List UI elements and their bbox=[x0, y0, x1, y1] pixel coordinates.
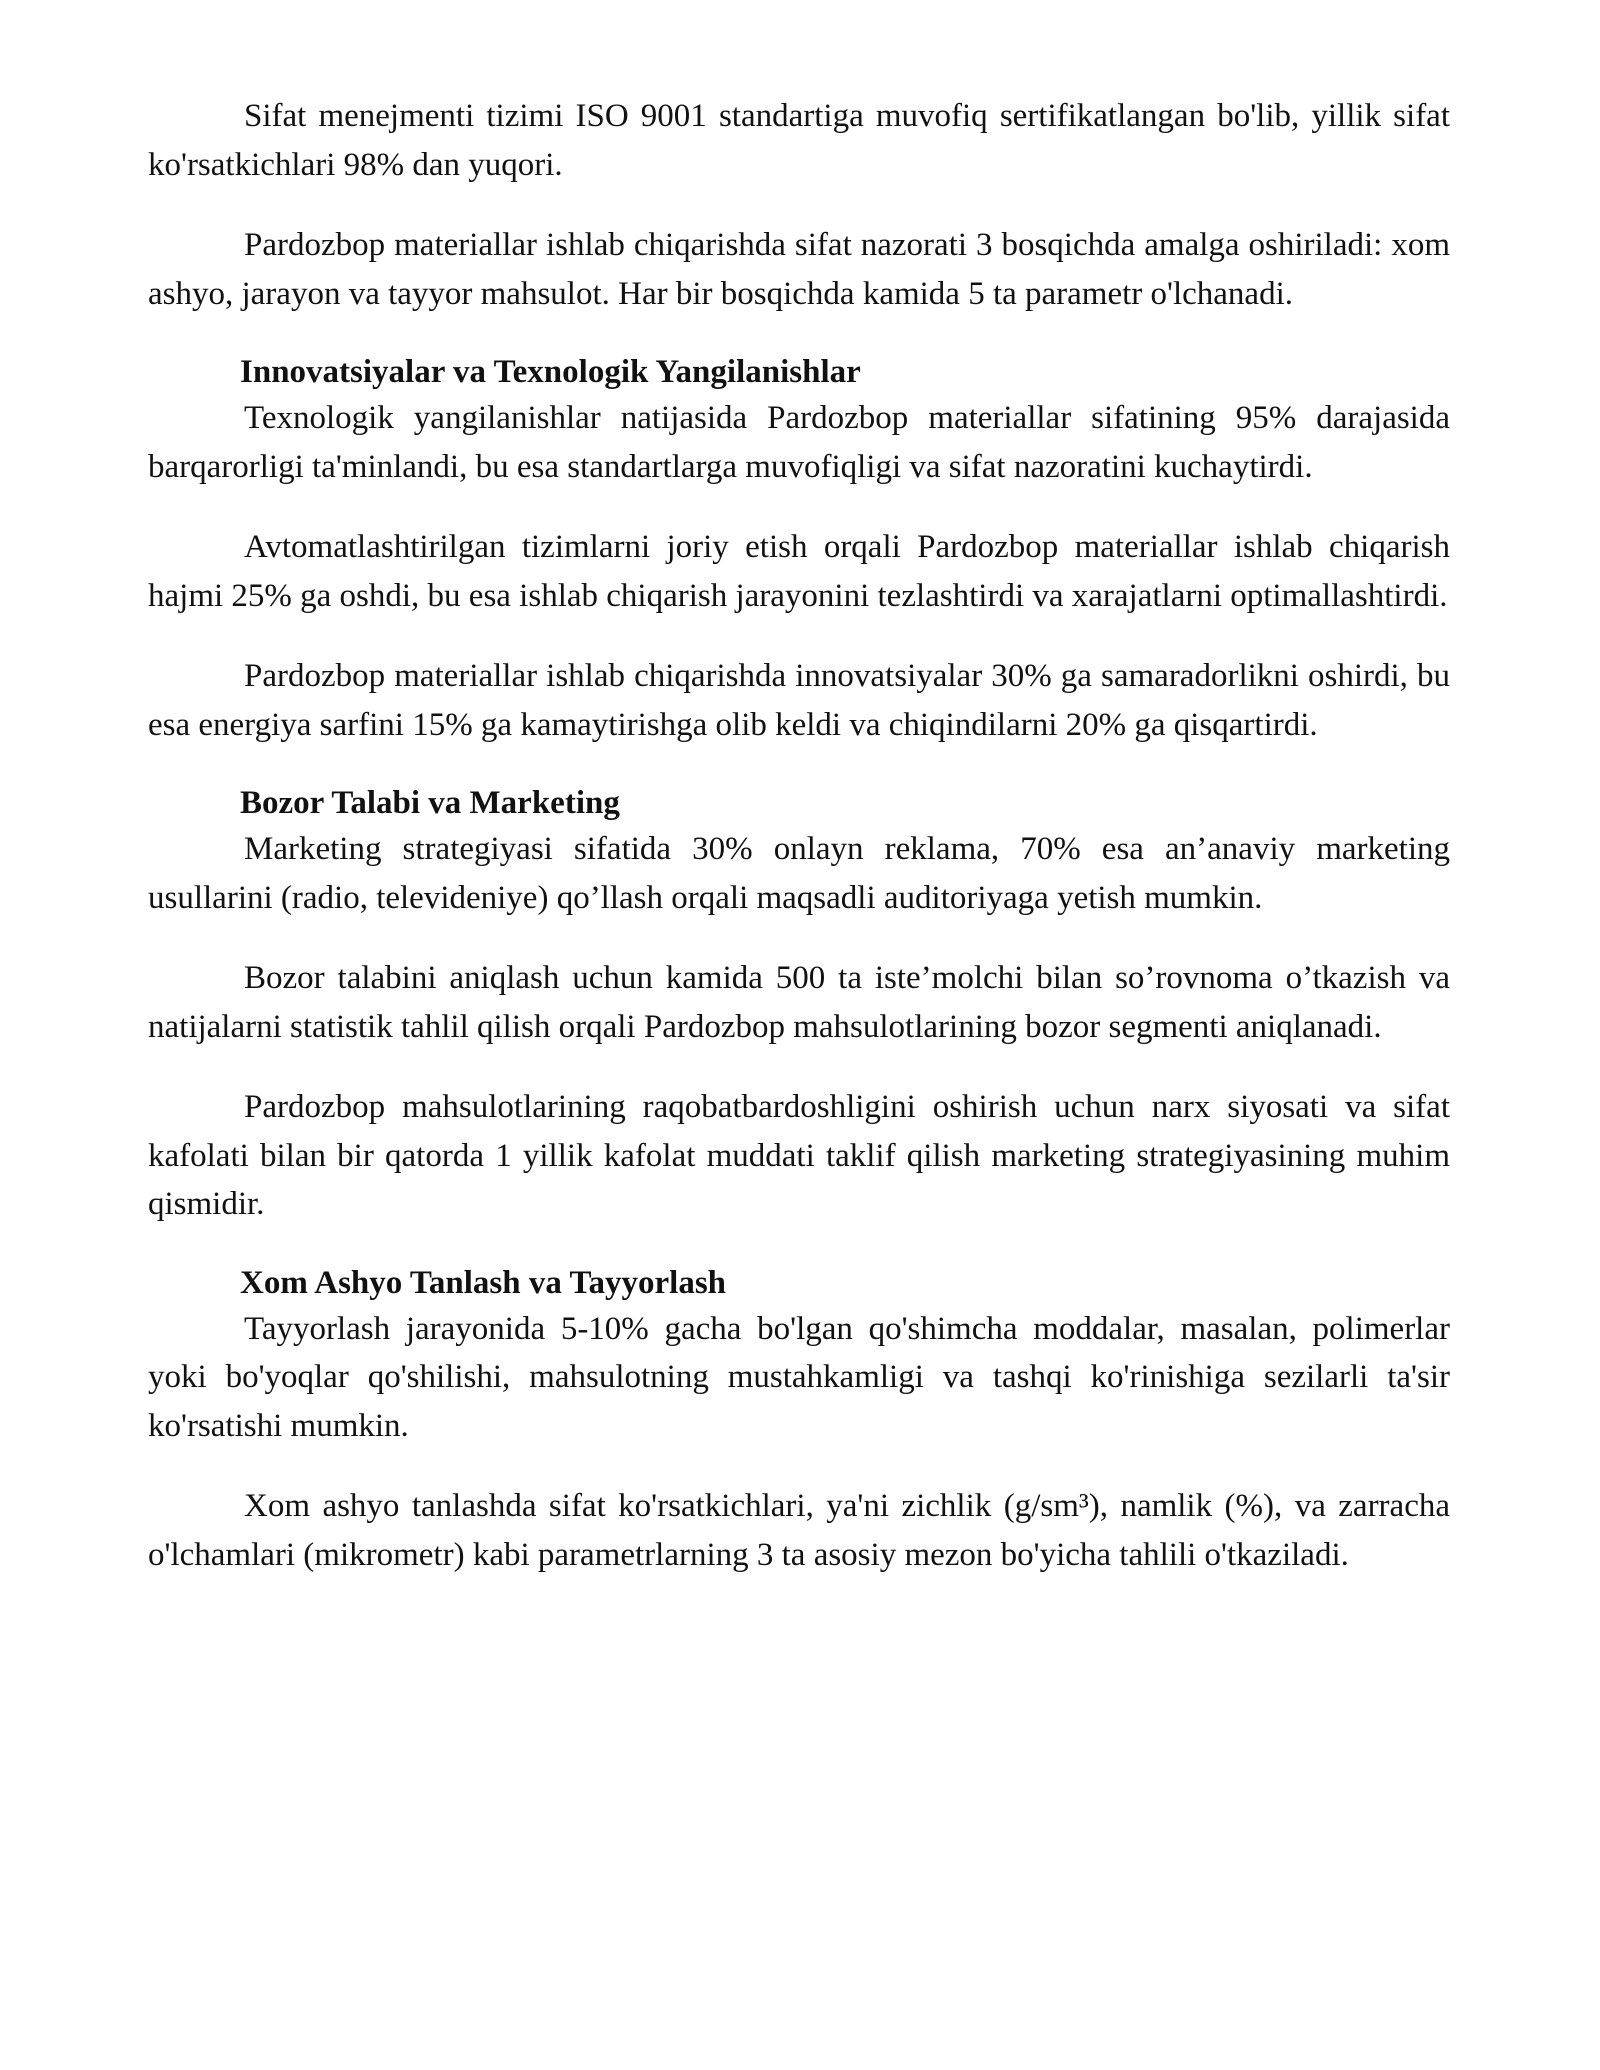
paragraph-raw-material-criteria: Xom ashyo tanlashda sifat ko'rsatkichlari, ya'ni zichlik (g/sm³), namlik (%), va zarracha o'lchamlari (mikrometr) kabi parametrlarning 3 ta asosiy mezon bo'yicha tahlili o'tkaziladi. bbox=[148, 1488, 1450, 1573]
paragraph-tech-updates: Texnologik yangilanishlar natijasida Pardozbop materiallar sifatining 95% darajasida barqarorligi ta'minlandi, bu esa standartlarga muvofiqligi va sifat nazoratini kuchaytirdi. bbox=[148, 400, 1450, 485]
section-heading-innovations: Innovatsiyalar va Texnologik Yangilanishlar bbox=[240, 354, 861, 390]
paragraph-quality-control-stages: Pardozbop materiallar ishlab chiqarishda sifat nazorati 3 bosqichda amalga oshiriladi: xom ashyo, jarayon va tayyor mahsulot. Har bir bosqichda kamida 5 ta parametr o'lchanadi. bbox=[148, 227, 1450, 312]
paragraph-market-survey: Bozor talabini aniqlash uchun kamida 500 ta iste’molchi bilan so’rovnoma o’tkazish va natijalarni statistik tahlil qilish orqali Pardozbop mahsulotlarining bozor segmenti aniqlanadi. bbox=[148, 960, 1450, 1045]
paragraph-automation: Avtomatlashtirilgan tizimlarni joriy etish orqali Pardozbop materiallar ishlab chiqarish hajmi 25% ga oshdi, bu esa ishlab chiqarish jarayonini tezlashtirdi va xarajatlarni optimallashtirdi. bbox=[148, 529, 1450, 614]
paragraph-iso-certification: Sifat menejmenti tizimi ISO 9001 standartiga muvofiq sertifikatlangan bo'lib, yillik sifat ko'rsatkichlari 98% dan yuqori. bbox=[148, 98, 1450, 183]
section-heading-market-demand: Bozor Talabi va Marketing bbox=[240, 785, 620, 821]
paragraph-innovation-efficiency: Pardozbop materiallar ishlab chiqarishda innovatsiyalar 30% ga samaradorlikni oshirdi, bu esa energiya sarfini 15% ga kamaytirishga olib keldi va chiqindilarni 20% ga qisqartirdi. bbox=[148, 658, 1450, 743]
paragraph-competitiveness: Pardozbop mahsulotlarining raqobatbardoshligini oshirish uchun narx siyosati va sifat kafolati bilan bir qatorda 1 yillik kafolat muddati taklif qilish marketing strategiyasining muhim qismidir. bbox=[148, 1089, 1450, 1222]
document-page bbox=[148, 92, 1450, 1611]
paragraph-additives: Tayyorlash jarayonida 5-10% gacha bo'lgan qo'shimcha moddalar, masalan, polimerlar yoki bo'yoqlar qo'shilishi, mahsulotning mustahkamligi va tashqi ko'rinishiga sezilarli ta'sir ko'rsatishi mumkin. bbox=[148, 1310, 1450, 1444]
paragraph-marketing-strategy: Marketing strategiyasi sifatida 30% onlayn reklama, 70% esa an’anaviy marketing usullarini (radio, televideniye) qo’llash orqali maqsadli auditoriyaga yetish mumkin. bbox=[148, 831, 1450, 916]
section-heading-raw-materials: Xom Ashyo Tanlash va Tayyorlash bbox=[240, 1264, 727, 1301]
